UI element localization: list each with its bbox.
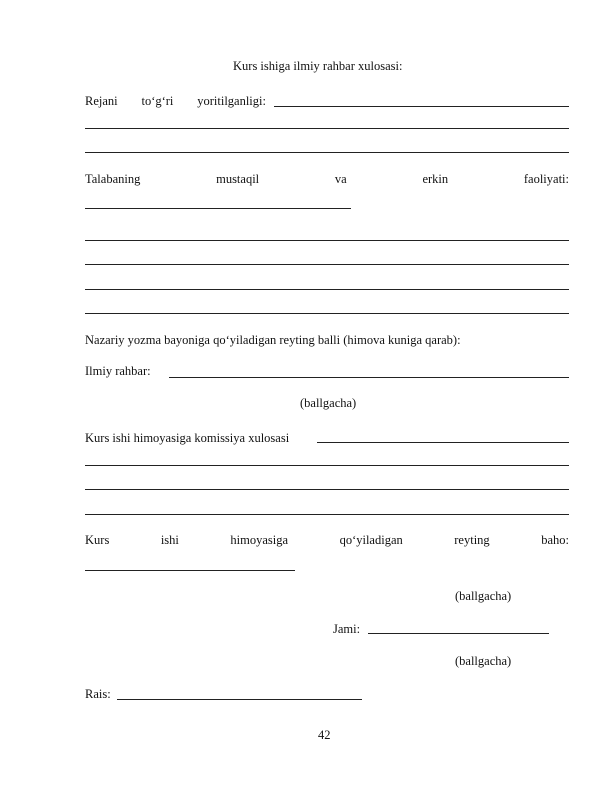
theory-score-label: Nazariy yozma bayoniga qoʻyiladigan reyting balli (himova kuniga qarab):	[85, 333, 461, 347]
student-activity-word: Talabaning	[85, 172, 141, 186]
supervisor-line[interactable]	[169, 377, 569, 378]
defense-score-word: baho:	[541, 533, 569, 547]
defense-score-word: Kurs	[85, 533, 110, 547]
total-line[interactable]	[368, 633, 549, 634]
defense-score-word: ishi	[160, 533, 179, 547]
plan-answer-line[interactable]	[85, 128, 569, 129]
student-activity-word: faoliyati:	[523, 172, 569, 186]
defense-score-label	[85, 534, 569, 547]
chair-label: Rais:	[85, 687, 111, 701]
supervisor-label: Ilmiy rahbar:	[85, 364, 151, 378]
student-activity-line[interactable]	[85, 208, 351, 209]
plan-answer-line[interactable]	[85, 152, 569, 153]
defense-score-word: reyting	[454, 533, 490, 547]
plan-label-word: Rejani	[85, 94, 118, 108]
plan-label	[85, 95, 266, 108]
ballgacha-caption: (ballgacha)	[300, 396, 357, 410]
ballgacha-caption: (ballgacha)	[455, 589, 512, 603]
commission-line[interactable]	[85, 514, 569, 515]
student-activity-word: erkin	[422, 172, 449, 186]
student-activity-line[interactable]	[85, 289, 569, 290]
student-activity-label	[85, 173, 569, 186]
commission-line[interactable]	[317, 442, 569, 443]
plan-answer-line[interactable]	[274, 106, 569, 107]
defense-score-line[interactable]	[85, 570, 295, 571]
total-label: Jami:	[333, 622, 361, 636]
commission-line[interactable]	[85, 465, 569, 466]
commission-label: Kurs ishi himoyasiga komissiya xulosasi	[85, 431, 290, 445]
defense-score-word: qoʻyiladigan	[339, 533, 403, 547]
page-number: 42	[318, 728, 331, 742]
ballgacha-caption: (ballgacha)	[455, 654, 512, 668]
plan-label-word: toʻgʻri	[141, 94, 174, 108]
student-activity-word: va	[334, 172, 347, 186]
chair-signature-line[interactable]	[117, 699, 362, 700]
student-activity-line[interactable]	[85, 240, 569, 241]
student-activity-word: mustaqil	[216, 172, 260, 186]
plan-label-word: yoritilganligi:	[197, 94, 266, 108]
defense-score-word: himoyasiga	[230, 533, 289, 547]
document-title: Kurs ishiga ilmiy rahbar xulosasi:	[233, 59, 403, 73]
student-activity-line[interactable]	[85, 313, 569, 314]
student-activity-line[interactable]	[85, 264, 569, 265]
commission-line[interactable]	[85, 489, 569, 490]
